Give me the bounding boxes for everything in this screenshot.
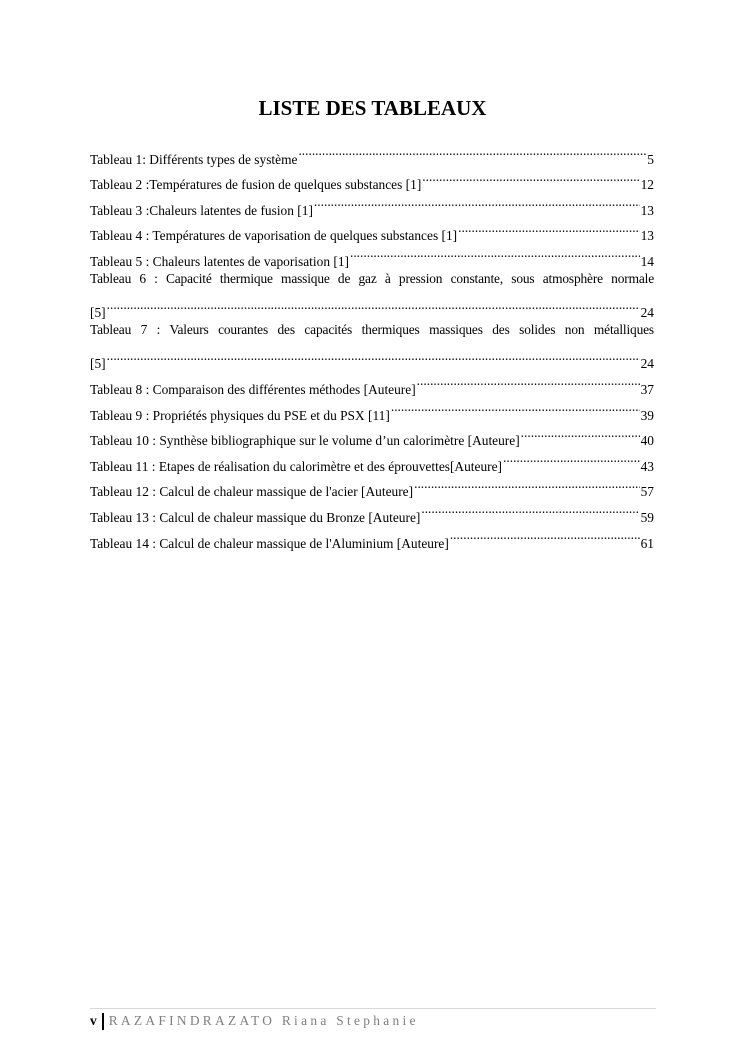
toc-leader-dots	[458, 215, 639, 241]
toc-entry-page: 57	[640, 484, 654, 500]
toc-entry-page: 24	[640, 305, 654, 321]
toc-leader-dots	[391, 394, 640, 420]
page-title: LISTE DES TABLEAUX	[258, 96, 487, 120]
table-of-contents	[90, 138, 654, 551]
toc-leader-dots	[421, 496, 639, 522]
toc-entry-label: Tableau 4 : Températures de vaporisation de quelques substances [1]	[90, 228, 458, 244]
toc-entry-label: Tableau 14 : Calcul de chaleur massique de l'Aluminium [Auteure]	[90, 535, 449, 551]
toc-entry-page: 24	[640, 356, 654, 372]
toc-entry-page: 5	[647, 151, 654, 167]
toc-leader-dots	[107, 343, 640, 369]
toc-entry-wrap-line[interactable]	[90, 266, 654, 292]
toc-leader-dots	[417, 368, 640, 394]
toc-entry-page: 40	[640, 433, 654, 449]
toc-entry-page: 37	[640, 381, 654, 397]
toc-entry-label: Tableau 6 : Capacité thermique massique de gaz à pression constante, sous atmosphère normale	[90, 270, 654, 286]
toc-leader-dots	[414, 471, 640, 497]
toc-entry-label: Tableau 3 :Chaleurs latentes de fusion [1]	[90, 202, 313, 218]
toc-entry-page: 14	[640, 253, 654, 269]
toc-entry-page: 12	[640, 177, 654, 193]
toc-leader-dots	[521, 420, 640, 446]
toc-entry[interactable]	[90, 343, 654, 372]
toc-entry-page: 13	[640, 202, 654, 218]
toc-entry-label: Tableau 12 : Calcul de chaleur massique de l'acier [Auteure]	[90, 484, 414, 500]
toc-entry-page: 61	[640, 535, 654, 551]
toc-entry-label: Tableau 8 : Comparaison des différentes méthodes [Auteure]	[90, 381, 416, 397]
toc-entry-label: Tableau 2 :Températures de fusion de quelques substances [1]	[90, 177, 422, 193]
toc-leader-dots	[350, 240, 640, 266]
toc-leader-dots	[450, 522, 640, 548]
footer-divider	[90, 1008, 656, 1009]
toc-leader-dots	[314, 189, 640, 215]
toc-entry-page: 59	[640, 509, 654, 525]
toc-entry-page: 39	[640, 407, 654, 423]
toc-entry-label: Tableau 11 : Etapes de réalisation du calorimètre et des éprouvettes[Auteure]	[90, 458, 503, 474]
page-footer	[90, 1011, 419, 1031]
footer-author: RAZAFINDRAZATO Riana Stephanie	[108, 1013, 419, 1028]
footer-separator	[102, 1013, 104, 1030]
toc-entry-page: 43	[640, 458, 654, 474]
footer-page-number: v	[90, 1013, 97, 1028]
toc-entry-label: Tableau 7 : Valeurs courantes des capacités thermiques massiques des solides non métalliques	[90, 322, 654, 338]
toc-entry[interactable]	[90, 292, 654, 321]
toc-entry-label: Tableau 10 : Synthèse bibliographique sur le volume d’un calorimètre [Auteure]	[90, 433, 520, 449]
toc-leader-dots	[422, 164, 639, 190]
toc-entry-label: Tableau 9 : Propriétés physiques du PSE et du PSX [11]	[90, 407, 390, 423]
toc-leader-dots	[107, 292, 640, 318]
toc-entry[interactable]	[90, 138, 654, 167]
toc-entry-label: Tableau 13 : Calcul de chaleur massique du Bronze [Auteure]	[90, 509, 421, 525]
toc-leader-dots	[503, 445, 640, 471]
toc-entry-label-continued: [5]	[90, 356, 106, 372]
toc-entry-label: Tableau 5 : Chaleurs latentes de vaporisation [1]	[90, 253, 349, 269]
toc-entry-label-continued: [5]	[90, 305, 106, 321]
toc-leader-dots	[298, 138, 646, 164]
toc-entry-label: Tableau 1: Différents types de système	[90, 151, 298, 167]
toc-entry[interactable]	[90, 368, 654, 397]
toc-entry-page: 13	[640, 228, 654, 244]
toc-entry-wrap-line[interactable]	[90, 317, 654, 343]
